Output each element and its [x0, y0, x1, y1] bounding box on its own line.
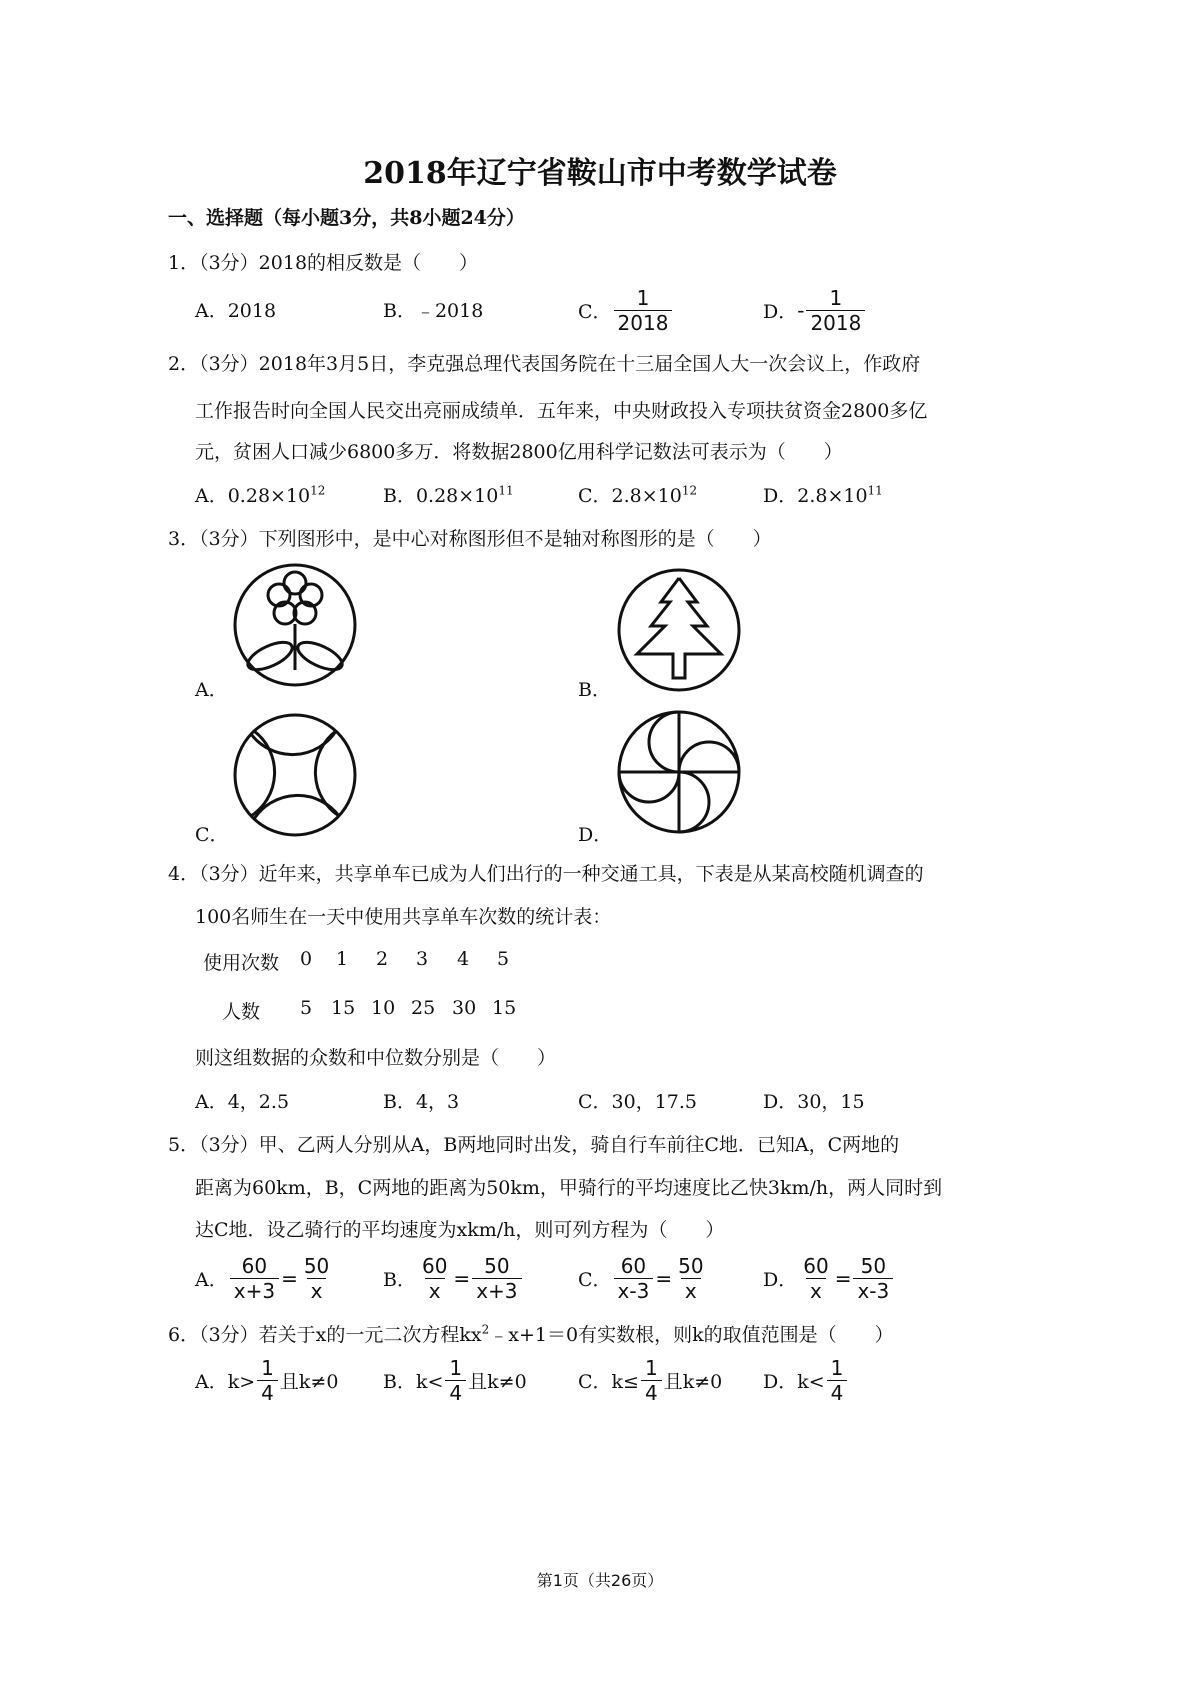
fraction-numerator: 1: [261, 1356, 274, 1380]
q1-option-d-fraction: [806, 286, 865, 335]
q2-option-d: [763, 481, 883, 508]
option-text: C．k≤: [578, 1371, 639, 1393]
flower-figure: [230, 560, 360, 690]
q4-line-1: 4．（3分）近年来，共享单车已成为人们出行的一种交通工具，下表是从某高校随机调查的: [168, 863, 924, 885]
q3-option-a-label: A．: [195, 679, 228, 701]
option-label: C．: [578, 1269, 612, 1291]
fraction-numerator: 1: [644, 1356, 658, 1380]
exponent: 12: [310, 483, 326, 498]
fraction-denominator: x-3: [614, 1278, 654, 1303]
pinwheel-figure: [615, 708, 743, 836]
q1-option-b: B．﹣2018: [383, 300, 484, 322]
fraction-numerator: 60: [620, 1254, 647, 1278]
fraction: [472, 1254, 521, 1303]
q2-option-b: [383, 481, 514, 508]
q6-option-d: [763, 1356, 849, 1405]
fraction-numerator: 60: [421, 1254, 448, 1278]
fraction-denominator: x-3: [853, 1278, 893, 1303]
fraction-denominator: 2018: [614, 310, 673, 335]
q3-option-b-label: B．: [578, 679, 611, 701]
table-cell: 10: [371, 997, 396, 1019]
q5-line-3: 达C地．设乙骑行的平均速度为xkm/h，则可列方程为（ ）: [195, 1219, 725, 1241]
table-cell: 5: [497, 948, 510, 970]
option-label: D．: [763, 1269, 798, 1291]
option-label: A．: [195, 1269, 228, 1291]
arcs-figure: [230, 710, 360, 840]
page-title: 2018年辽宁省鞍山市中考数学试卷: [363, 156, 837, 191]
fraction: [799, 1254, 832, 1303]
table-cell: 3: [416, 948, 429, 970]
fraction: [230, 1254, 279, 1303]
fraction-denominator: 4: [827, 1380, 848, 1405]
fraction-denominator: x: [307, 1278, 327, 1303]
q3-option-d-label: D．: [578, 824, 613, 846]
q2-line-1: 2．（3分）2018年3月5日，李克强总理代表国务院在十三届全国人大一次会议上，作政府: [168, 353, 921, 375]
fraction-denominator: 4: [257, 1380, 278, 1405]
q5-option-c: [578, 1254, 710, 1303]
table-cell: 25: [411, 997, 436, 1019]
fraction-denominator: x+3: [230, 1278, 279, 1303]
q4-table-row-1-label: 使用次数: [203, 952, 280, 974]
fraction-numerator: 1: [829, 286, 843, 310]
fraction: [614, 1254, 654, 1303]
option-text: 且k≠0: [279, 1371, 339, 1393]
fraction-denominator: x: [806, 1278, 826, 1303]
fraction-numerator: 1: [636, 286, 650, 310]
fraction-denominator: x: [425, 1278, 445, 1303]
fraction-denominator: x+3: [472, 1278, 521, 1303]
q2-line-2: 工作报告时向全国人民交出亮丽成绩单．五年来，中央财政投入专项扶贫资金2800多亿: [195, 400, 928, 422]
q1-option-c-fraction: [614, 286, 673, 335]
fraction: [827, 1356, 848, 1405]
q1-option-d-label: D．: [763, 301, 798, 323]
option-text: D．2.8×10: [763, 485, 868, 507]
q5-line-1: 5．（3分）甲、乙两人分别从A，B两地同时出发，骑自行车前往C地．已知A，C两地的: [168, 1134, 900, 1156]
equals-sign: =: [834, 1266, 852, 1291]
equals-sign: =: [655, 1266, 673, 1291]
fraction-numerator: 50: [303, 1254, 330, 1278]
q3-stem: 3．（3分）下列图形中，是中心对称图形但不是轴对称图形的是（ ）: [168, 528, 772, 550]
q4-question: 则这组数据的众数和中位数分别是（ ）: [195, 1047, 557, 1069]
table-cell: 5: [300, 997, 313, 1019]
option-text: B．k<: [383, 1371, 444, 1393]
fraction: [674, 1254, 707, 1303]
q1-option-a: A．2018: [195, 300, 277, 322]
fraction: [257, 1356, 278, 1405]
exponent: 11: [867, 483, 883, 498]
fraction-numerator: 60: [241, 1254, 268, 1278]
table-cell: 0: [300, 948, 313, 970]
fraction-numerator: 60: [803, 1254, 829, 1278]
option-text: C．2.8×10: [578, 485, 682, 507]
exponent: 12: [681, 483, 698, 498]
fraction-numerator: 50: [678, 1254, 704, 1278]
q1-option-c-label: C．: [578, 301, 612, 323]
fraction: [418, 1254, 451, 1303]
option-text: 且k≠0: [663, 1371, 723, 1393]
table-cell: 1: [336, 948, 349, 970]
fraction: [853, 1254, 893, 1303]
stem-text: 6．（3分）若关于x的一元二次方程kx: [168, 1324, 482, 1346]
q1-option-d: [763, 286, 867, 335]
minus-sign: -: [797, 298, 805, 323]
table-cell: 30: [452, 997, 477, 1019]
fraction-denominator: 4: [445, 1380, 466, 1405]
q1-option-c: [578, 286, 674, 335]
q5-option-d: [763, 1254, 895, 1303]
table-cell: 15: [492, 997, 517, 1019]
fraction-denominator: 2018: [806, 310, 865, 335]
table-cell: 2: [376, 948, 389, 970]
fraction: [300, 1254, 333, 1303]
q1-stem: 1．（3分）2018的相反数是（ ）: [168, 252, 479, 274]
option-text: 且k≠0: [468, 1371, 527, 1393]
fraction: [641, 1356, 662, 1405]
exponent: 2: [481, 1322, 490, 1337]
section-heading: 一、选择题（每小题3分，共8小题24分）: [168, 207, 525, 229]
q6-option-b: [383, 1356, 527, 1405]
q4-table-row-2-label: 人数: [222, 1001, 261, 1023]
equals-sign: =: [281, 1266, 298, 1291]
q4-line-2: 100名师生在一天中使用共享单车次数的统计表：: [195, 906, 612, 928]
q6-option-c: [578, 1356, 722, 1405]
option-text: A．0.28×10: [195, 485, 311, 507]
fraction-denominator: x: [681, 1278, 701, 1303]
fraction-numerator: 50: [860, 1254, 887, 1278]
q4-option-a: A．4，2.5: [195, 1091, 290, 1113]
equals-sign: =: [453, 1266, 471, 1291]
stem-text: ﹣x+1＝0有实数根，则k的取值范围是（ ）: [489, 1324, 894, 1346]
option-text: A．k>: [195, 1371, 256, 1393]
q5-option-a: [195, 1254, 335, 1303]
page-footer: 第1页（共26页）: [536, 1571, 664, 1590]
exponent: 11: [498, 483, 514, 498]
fraction-numerator: 1: [449, 1356, 463, 1380]
q5-option-b: [383, 1254, 524, 1303]
option-text: D．k<: [763, 1371, 825, 1393]
q4-option-c: C．30，17.5: [578, 1091, 698, 1113]
fraction-numerator: 50: [484, 1254, 510, 1278]
q2-line-3: 元，贫困人口减少6800多万．将数据2800亿用科学记数法可表示为（ ）: [195, 441, 843, 463]
q2-option-a: [195, 481, 325, 508]
tree-figure: [615, 566, 743, 694]
q2-option-c: [578, 481, 697, 508]
option-label: B．: [383, 1269, 416, 1291]
q4-option-d: D．30，15: [763, 1091, 865, 1113]
q6-option-a: [195, 1356, 338, 1405]
q4-option-b: B．4，3: [383, 1091, 460, 1113]
fraction: [445, 1356, 466, 1405]
table-cell: 15: [331, 997, 356, 1019]
q6-stem: [168, 1320, 894, 1347]
table-cell: 4: [457, 948, 470, 970]
option-text: B．0.28×10: [383, 485, 499, 507]
fraction-denominator: 4: [641, 1380, 662, 1405]
q3-option-c-label: C．: [195, 824, 229, 846]
fraction-numerator: 1: [830, 1356, 844, 1380]
q5-line-2: 距离为60km，B，C两地的距离为50km，甲骑行的平均速度比乙快3km/h，两人同时到: [195, 1177, 943, 1199]
